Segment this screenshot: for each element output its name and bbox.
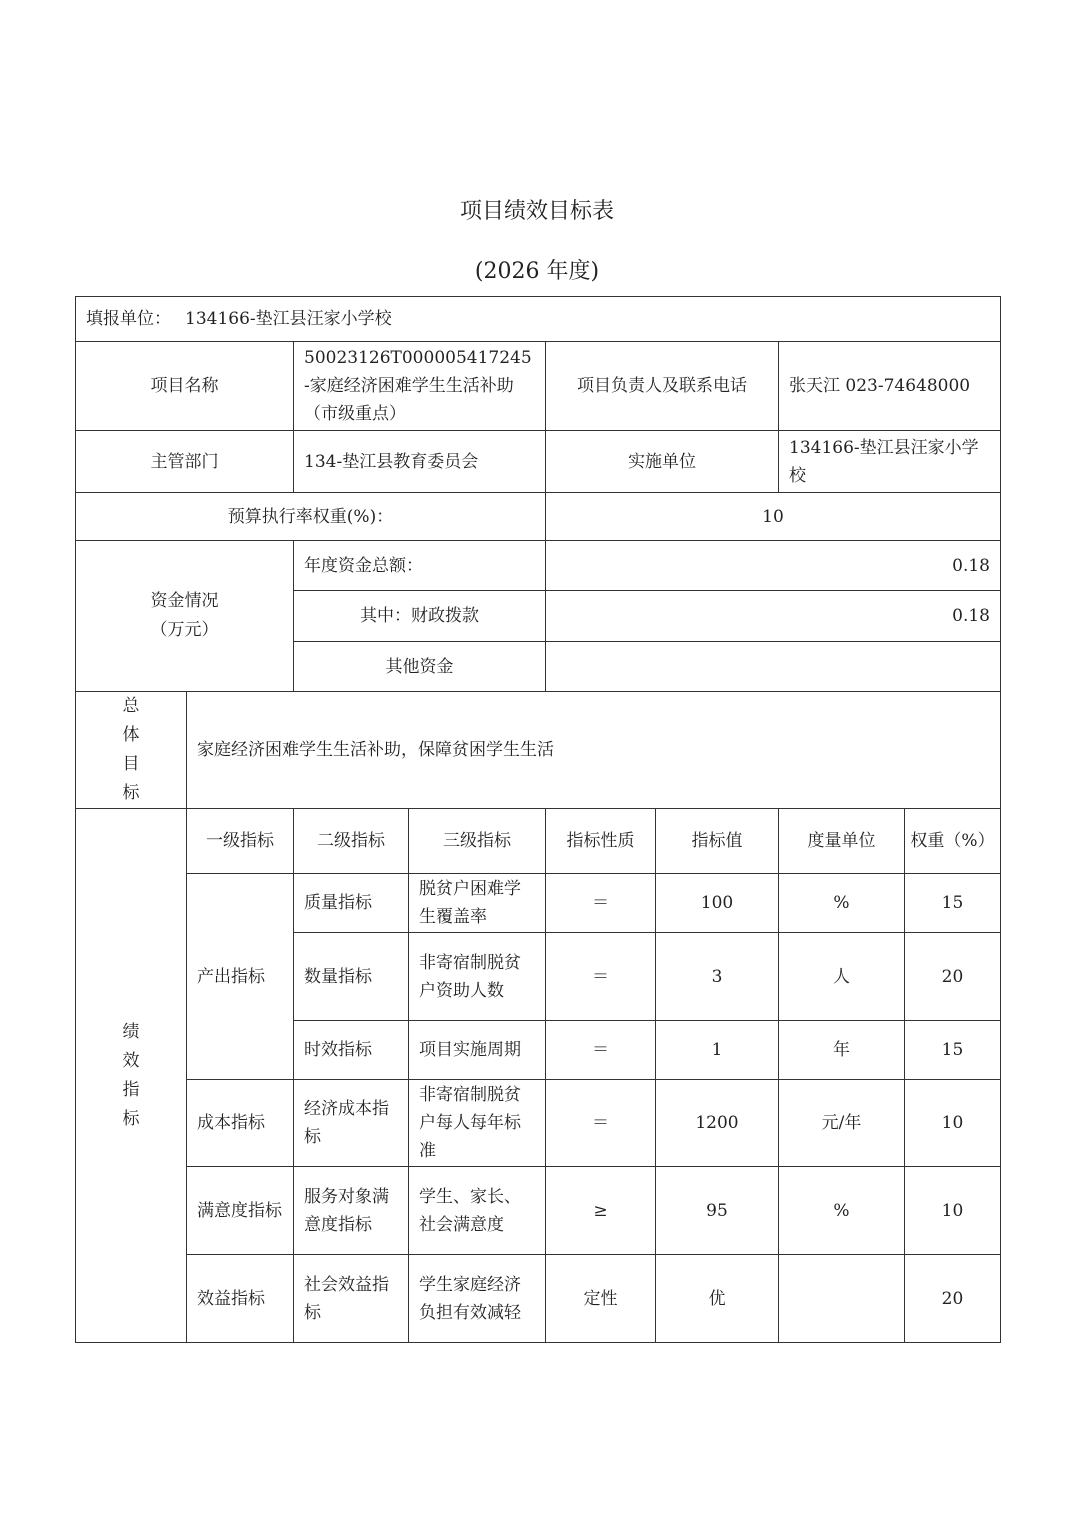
overall-goal-label-char: 标	[122, 783, 140, 803]
level2-cell: 数量指标	[293, 932, 409, 1021]
level3-cell: 项目实施周期	[408, 1020, 546, 1080]
level3-cell: 学生家庭经济负担有效减轻	[408, 1254, 546, 1343]
header-level2: 二级指标	[293, 808, 409, 874]
weight-cell: 20	[904, 932, 1001, 1021]
level2-cell: 经济成本指标	[293, 1079, 409, 1167]
funds-unit: （万元）	[150, 620, 219, 640]
fiscal-funds-label: 其中：财政拨款	[293, 590, 546, 642]
performance-label-char: 效	[122, 1050, 140, 1071]
budget-weight-label: 预算执行率权重(%)：	[75, 492, 546, 541]
unit-cell: 年	[778, 1020, 905, 1080]
unit-cell: %	[778, 873, 905, 933]
reporting-unit-label: 填报单位：	[86, 309, 171, 329]
nature-cell: ＝	[545, 1020, 656, 1080]
performance-label	[75, 808, 187, 1343]
level2-cell: 质量指标	[293, 873, 409, 933]
unit-cell: 人	[778, 932, 905, 1021]
header-nature: 指标性质	[545, 808, 656, 874]
performance-label-char: 绩	[122, 1021, 140, 1042]
level3-cell: 非寄宿制脱贫户每人每年标准	[408, 1079, 546, 1167]
weight-cell: 15	[904, 873, 1001, 933]
level1-cost: 成本指标	[186, 1079, 294, 1167]
level1-benefit: 效益指标	[186, 1254, 294, 1343]
implementing-unit-value: 134166-垫江县汪家小学校	[778, 430, 1001, 493]
department-value: 134-垫江县教育委员会	[293, 430, 546, 493]
level2-cell: 时效指标	[293, 1020, 409, 1080]
value-cell: 1200	[655, 1079, 779, 1167]
level1-satisfaction: 满意度指标	[186, 1166, 294, 1255]
overall-goal-label	[75, 691, 187, 809]
value-cell: 100	[655, 873, 779, 933]
level3-cell: 学生、家长、社会满意度	[408, 1166, 546, 1255]
level2-cell: 服务对象满意度指标	[293, 1166, 409, 1255]
project-name-value: 50023126T000005417245-家庭经济困难学生生活补助（市级重点）	[293, 341, 546, 431]
value-cell: 1	[655, 1020, 779, 1080]
project-name-label: 项目名称	[75, 341, 294, 431]
overall-goal-value: 家庭经济困难学生生活补助，保障贫困学生生活	[186, 691, 1001, 809]
header-level1: 一级指标	[186, 808, 294, 874]
performance-label-char: 指	[122, 1079, 140, 1100]
level3-cell: 脱贫户困难学生覆盖率	[408, 873, 546, 933]
nature-cell: ＝	[545, 932, 656, 1021]
weight-cell: 10	[904, 1166, 1001, 1255]
page-title: 项目绩效目标表	[459, 199, 614, 224]
funds-label-cell	[75, 540, 294, 692]
project-leader-label: 项目负责人及联系电话	[545, 341, 779, 431]
unit-cell: 元/年	[778, 1079, 905, 1167]
overall-goal-label-char: 体	[122, 725, 140, 745]
project-leader-value: 张天江 023-74648000	[778, 341, 1001, 431]
nature-cell: ≥	[545, 1166, 656, 1255]
overall-goal-label-char: 目	[122, 754, 140, 774]
annual-total-value: 0.18	[545, 540, 1001, 591]
nature-cell: ＝	[545, 1079, 656, 1167]
reporting-unit-value: 134166-垫江县汪家小学校	[185, 309, 392, 329]
weight-cell: 15	[904, 1020, 1001, 1080]
value-cell: 优	[655, 1254, 779, 1343]
value-cell: 95	[655, 1166, 779, 1255]
nature-cell: ＝	[545, 873, 656, 933]
annual-total-label: 年度资金总额：	[293, 540, 546, 591]
level1-output: 产出指标	[186, 873, 294, 1080]
weight-cell: 10	[904, 1079, 1001, 1167]
nature-cell: 定性	[545, 1254, 656, 1343]
header-weight: 权重（%）	[904, 808, 1001, 874]
level3-cell: 非寄宿制脱贫户资助人数	[408, 932, 546, 1021]
reporting-unit-row	[75, 296, 1001, 342]
unit-cell	[778, 1254, 905, 1343]
unit-cell: %	[778, 1166, 905, 1255]
fiscal-funds-value: 0.18	[545, 590, 1001, 642]
other-funds-value	[545, 641, 1001, 692]
header-unit: 度量单位	[778, 808, 905, 874]
funds-label: 资金情况	[150, 591, 219, 611]
implementing-unit-label: 实施单位	[545, 430, 779, 493]
budget-weight-value: 10	[545, 492, 1001, 541]
value-cell: 3	[655, 932, 779, 1021]
header-value: 指标值	[655, 808, 779, 874]
page-subtitle: (2026 年度)	[474, 259, 600, 284]
department-label: 主管部门	[75, 430, 294, 493]
overall-goal-label-char: 总	[122, 696, 140, 716]
weight-cell: 20	[904, 1254, 1001, 1343]
performance-label-char: 标	[122, 1108, 140, 1129]
other-funds-label: 其他资金	[293, 641, 546, 692]
level2-cell: 社会效益指标	[293, 1254, 409, 1343]
header-level3: 三级指标	[408, 808, 546, 874]
